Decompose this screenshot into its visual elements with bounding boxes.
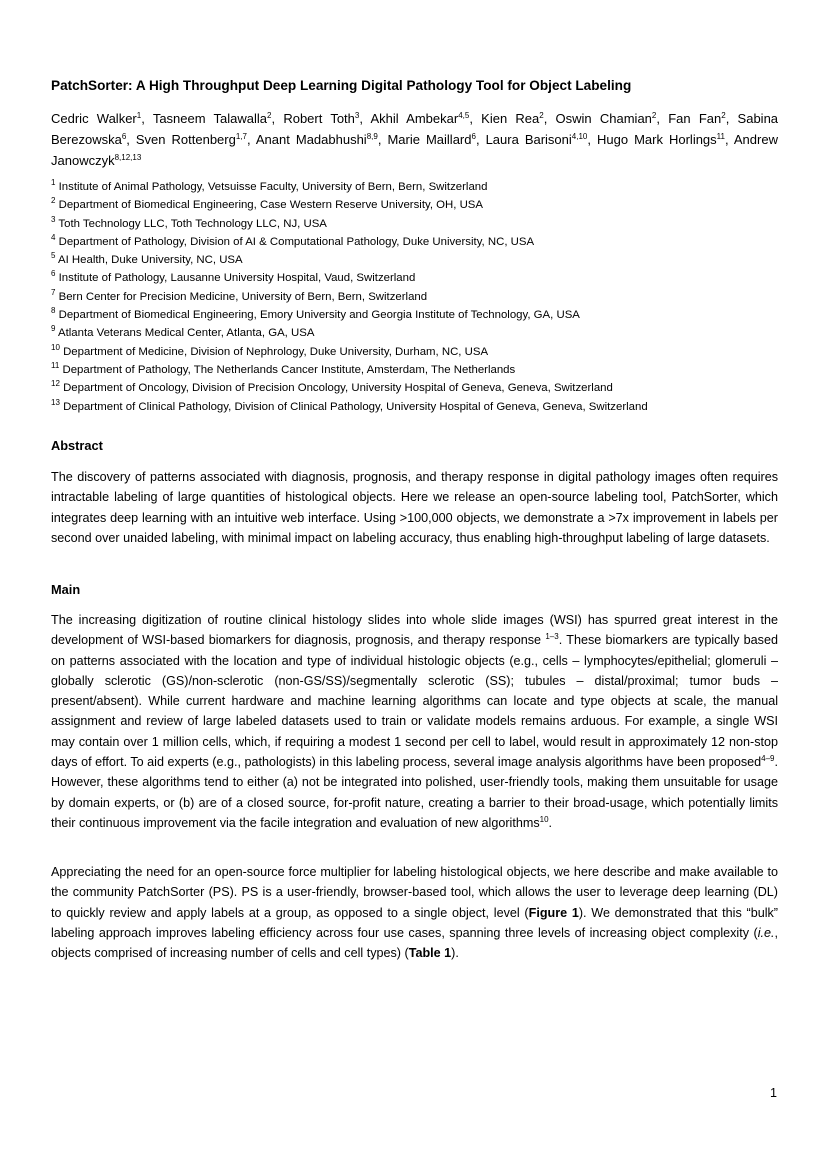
author: [136, 132, 247, 147]
affiliation-number: 11: [51, 360, 60, 370]
affiliation-item: [51, 233, 791, 251]
author-affiliation-mark: 4,5: [458, 111, 470, 120]
affiliation-number: 13: [51, 397, 60, 407]
citation: 10: [539, 814, 549, 824]
affiliation-item: [51, 379, 791, 397]
author-name: Hugo Mark Horlings: [597, 132, 717, 147]
affiliation-item: [51, 196, 791, 214]
affiliation-text: Department of Medicine, Division of Nephrology, Duke University, Durham, NC, USA: [63, 345, 489, 358]
author-name: Sabina Berezowska: [51, 111, 779, 147]
affiliation-text: Atlanta Veterans Medical Center, Atlanta, GA, USA: [58, 327, 315, 340]
affiliation-number: 7: [51, 287, 56, 297]
author: [486, 132, 588, 147]
abstract-heading: Abstract: [51, 438, 103, 453]
abstract-text: The discovery of patterns associated with diagnosis, prognosis, and therapy response in digital pathology images often requires intractable labeling of large quantities of histological objects. Here we release an open-source labeling tool, PatchSorter, which integrates deep learning with an intuitive web interface. Using >100,000 objects, we demonstrate a >7x improvement in labels per second over unaided labeling, with minimal impact on labeling accuracy, thus enabling high-throughput labeling of large datasets.: [51, 470, 778, 545]
author-affiliation-mark: 11: [716, 132, 725, 141]
affiliation-text: Department of Biomedical Engineering, Emory University and Georgia Institute of Technology, GA, USA: [58, 309, 580, 322]
author: [556, 111, 657, 126]
reference-bold: Figure 1: [528, 905, 579, 920]
affiliation-item: [51, 215, 791, 233]
text-run: , objects comprised of increasing number of cells and cell types) (: [51, 925, 778, 961]
author-name: Andrew Janowczyk: [51, 132, 778, 168]
affiliation-item: [51, 343, 791, 361]
affiliation-text: Department of Pathology, The Netherlands Cancer Institute, Amsterdam, The Netherlands: [62, 363, 516, 376]
main-paragraph-2: [51, 862, 778, 963]
author-name: Robert Toth: [283, 111, 355, 126]
author-affiliation-mark: 3: [354, 111, 360, 120]
author-affiliation-mark: 2: [721, 111, 726, 120]
author-list: Cedric Walker$^1$, Tasneem Talawalla$^2$, Robert Toth$^3$, Akhil Ambekar$^{4,5}$, Kien Rea$^2$, Oswin Chamian$^2$, Fan Fan$^2$, Sabina Berezowska$^6$, Sven Rottenberg$^{1,7}$, Anant Madabhushi$^{8,9}$, Marie Maillard$^6$, Laura Barisoni$^{4,10}$, Hugo Mark Horlings$^{11}$, Andrew Janowczyk$^{8,12,13}$: [51, 111, 779, 168]
text-run: .: [548, 815, 553, 830]
affiliation-text: Department of Clinical Pathology, Division of Clinical Pathology, University Hospital of Geneva, Geneva, Switzerland: [63, 400, 648, 413]
author-name: Marie Maillard: [387, 132, 472, 147]
text-run: The increasing digitization of routine clinical histology slides into whole slide images (WSI) has spurred great interest in the development of WSI-based biomarkers for diagnosis, prognosis, and therapy response: [51, 613, 778, 648]
affiliation-text: Toth Technology LLC, Toth Technology LLC, NJ, USA: [58, 217, 327, 230]
affiliation-text: Institute of Animal Pathology, Vetsuisse Faculty, University of Bern, Bern, Switzerland: [58, 181, 488, 193]
text-run: ). We demonstrated that this “bulk” labeling approach improves labeling efficiency across four use cases, spanning three levels of increasing object complexity (: [51, 905, 778, 940]
author-name: Akhil Ambekar: [370, 111, 459, 126]
affiliation-number: 8: [51, 306, 56, 316]
author-affiliation-mark: 2: [539, 111, 544, 120]
author-affiliation-mark: 6: [121, 132, 127, 141]
author-affiliation-mark: 8,12,13: [114, 153, 142, 162]
affiliation-text: Department of Pathology, Division of AI & Computational Pathology, Duke University, NC, USA: [58, 235, 535, 248]
reference-bold: Table 1: [408, 946, 452, 961]
author: [283, 111, 359, 126]
main-paragraph-1: [51, 610, 778, 833]
affiliation-number: 3: [51, 214, 56, 224]
author-affiliation-mark: 1,7: [235, 132, 247, 141]
affiliation-text: Department of Biomedical Engineering, Case Western Reserve University, OH, USA: [58, 199, 483, 212]
author-name: Anant Madabhushi: [255, 132, 367, 147]
text-run: ).: [451, 946, 459, 961]
affiliation-item: [51, 251, 791, 269]
author-name: Sven Rottenberg: [135, 132, 236, 147]
author-affiliation-mark: 6: [471, 132, 476, 141]
author-affiliation-mark: 4,10: [571, 132, 588, 141]
affiliation-number: 2: [51, 196, 56, 206]
affiliation-item: [51, 288, 791, 306]
author-name: Laura Barisoni: [485, 132, 572, 147]
author-name: Tasneem Talawalla: [152, 111, 268, 126]
italic-text: i.e.: [757, 925, 775, 940]
author-name: Oswin Chamian: [555, 111, 652, 126]
text-run: Appreciating the need for an open-source force multiplier for labeling histological objects, we here describe and make available to the community PatchSorter (PS). PS is a user-friendly, browser-based tool, which allows the user to leverage deep learning (DL) to quickly review and apply labels at a group, as opposed to a single object, level (: [51, 865, 778, 920]
page-number: 1: [770, 1086, 778, 1100]
paper-title: PatchSorter: A High Throughput Deep Learning Digital Pathology Tool for Object Labeling: [51, 78, 632, 93]
affiliation-list: [51, 178, 791, 416]
author: [668, 111, 725, 126]
citation: 4–9: [761, 754, 775, 764]
author-affiliation-mark: 2: [267, 111, 272, 120]
main-heading: Main: [51, 582, 81, 597]
affiliation-number: 4: [51, 232, 56, 242]
author: [387, 132, 475, 147]
affiliation-number: 10: [51, 342, 60, 352]
author: [256, 132, 378, 147]
affiliation-text: Institute of Pathology, Lausanne University Hospital, Vaud, Switzerland: [58, 272, 416, 285]
author-name: Kien Rea: [481, 111, 540, 126]
affiliation-item: [51, 398, 791, 416]
author-name: Fan Fan: [668, 111, 722, 126]
affiliation-item: [51, 178, 791, 196]
affiliation-item: [51, 269, 791, 287]
text-run: . These biomarkers are typically based on patterns associated with the location and type of individual histologic objects (e.g., cells – lymphocytes/epithelial; glomeruli – globally sclerotic (GS)/non-sclerotic (non-GS/SS)/segmentally sclerotic (SS); tubules – distal/proximal; tumor buds – present/absent). While current hardware and machine learning algorithms can locate and type objects at scale, the manual assignment and review of large labeled datasets used to train or validate models remains arduous. For example, a single WSI may contain over 1 million cells, which, if requiring a modest 1 second per cell to label, would result in approximately 12 non-stop days of effort. To aid experts (e.g., pathologists) in this labeling process, several image analysis algorithms have been proposed: [51, 633, 778, 770]
author-affiliation-mark: 2: [651, 111, 657, 120]
affiliation-number: 12: [51, 379, 60, 389]
affiliation-text: Bern Center for Precision Medicine, University of Bern, Bern, Switzerland: [58, 290, 428, 303]
author: [153, 111, 272, 126]
author-affiliation-mark: 1: [136, 111, 142, 120]
affiliation-number: 9: [51, 324, 56, 334]
affiliation-number: 1: [51, 178, 56, 187]
affiliation-number: 6: [51, 269, 56, 279]
author: [370, 111, 469, 126]
affiliation-number: 5: [51, 251, 56, 261]
affiliation-item: [51, 324, 791, 342]
affiliation-item: [51, 306, 791, 324]
citation: 1–3: [545, 632, 559, 642]
author: [597, 132, 725, 147]
affiliation-text: AI Health, Duke University, NC, USA: [58, 254, 243, 267]
text-run: . However, these algorithms tend to either (a) not be integrated into polished, user-friendly tools, making them unsuitable for usage by domain experts, or (b) are of a closed source, for-profit nature, creating a barrier to their broad-usage, which potentially limits their continuous improvement via the facile integration and evaluation of new algorithms: [51, 755, 778, 830]
affiliation-text: Department of Oncology, Division of Precision Oncology, University Hospital of Geneva, Geneva, Switzerland: [63, 382, 613, 395]
author-name: Cedric Walker: [51, 111, 137, 126]
author: [481, 111, 544, 126]
affiliation-item: [51, 361, 791, 379]
author-affiliation-mark: 8,9: [366, 132, 378, 141]
author: [51, 111, 141, 126]
